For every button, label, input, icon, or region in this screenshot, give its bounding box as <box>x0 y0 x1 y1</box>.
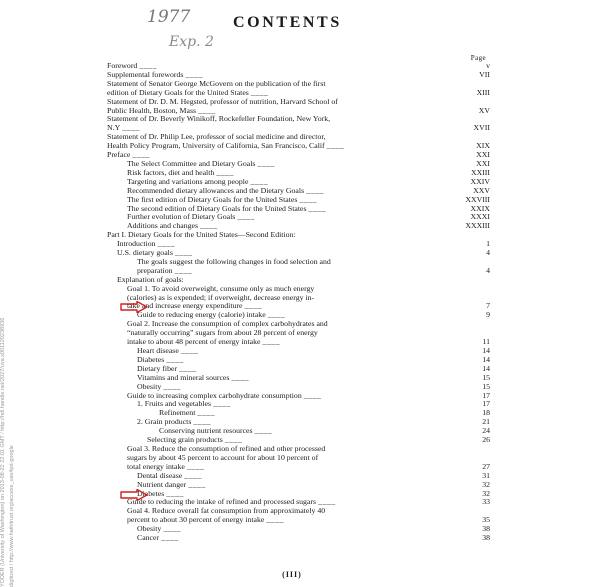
toc-page-number: 27 <box>482 461 490 471</box>
toc-page-number: XXIX <box>470 203 490 213</box>
toc-page-number: XXV <box>473 185 490 195</box>
toc-page-number: 4 <box>486 248 490 258</box>
leader-dots: ____ <box>198 221 218 231</box>
toc-page-number: XXVIII <box>465 194 490 204</box>
toc-entry-line: Goal 1. To avoid overweight, consume only as much energy <box>127 283 315 293</box>
toc-page-number: 14 <box>482 363 490 373</box>
toc-entry-title <box>137 258 472 276</box>
toc-entry <box>107 258 490 276</box>
toc-entry-line: Vitamins and mineral sources <box>137 372 230 382</box>
toc-page-number: 18 <box>482 408 490 418</box>
toc-entry-line: 2. Grain products <box>137 417 192 427</box>
leader-dots: ____ <box>172 248 193 258</box>
leader-dots: ____ <box>161 381 181 391</box>
toc-page-number: 4 <box>486 265 490 275</box>
leader-dots: ____ <box>137 61 157 70</box>
leader-dots: ____ <box>161 524 181 534</box>
toc-entry <box>107 285 490 312</box>
toc-entry-line: Explanation of goals: <box>117 274 184 284</box>
side-stamp-line2: digitized / http://www.hathitrust.org/access_use#pd-google <box>9 445 15 587</box>
toc-entry-title <box>127 445 462 472</box>
handwritten-annotation <box>143 4 235 52</box>
toc-page-number: 21 <box>482 417 490 427</box>
toc-entry-line: intake to about 48 percent of energy intake <box>127 337 261 347</box>
toc-entry-line: Diabetes <box>137 354 165 364</box>
page-number: (III) <box>282 570 302 579</box>
leader-dots: ____ <box>235 212 255 222</box>
handwritten-note: Exp. 2 <box>169 34 214 50</box>
toc-entry-line: Public Health, Boston, Mass <box>107 105 197 115</box>
toc-page-number: 17 <box>482 390 490 400</box>
toc-entry-title <box>107 115 442 133</box>
toc-entry-line: Heart disease <box>137 346 179 355</box>
toc-page-number: 7 <box>486 301 490 311</box>
toc-page-number: XXI <box>476 158 490 168</box>
leader-dots: ____ <box>264 515 284 525</box>
leader-dots: ____ <box>177 363 197 373</box>
toc-entry-line: Guide to reducing the intake of refined and processed sugars <box>127 497 317 507</box>
leader-dots: ____ <box>184 461 205 471</box>
toc-entry-line: Introduction <box>117 239 156 249</box>
toc-entry-line: Cancer <box>137 533 160 543</box>
toc-entry-line: Statement of Dr. Philip Lee, professor of social medicine and director, <box>107 132 326 142</box>
toc-entry-line: Supplemental forewords <box>107 69 184 79</box>
toc-entry-title <box>127 320 462 347</box>
toc-page-number: XV <box>478 105 490 115</box>
toc-entry-title <box>137 525 472 534</box>
toc-entry-title <box>137 374 472 383</box>
leader-dots: ____ <box>297 194 318 204</box>
leader-dots: ____ <box>252 426 273 436</box>
toc-entry-title <box>137 481 472 490</box>
leader-dots: ____ <box>164 488 184 498</box>
toc-entry <box>107 115 490 133</box>
toc-entry-line: Foreword <box>107 61 138 70</box>
toc-entry-line: Statement of Dr. D. M. Hegsted, professor of nutrition, Harvard School of <box>107 96 338 106</box>
leader-dots: ____ <box>159 533 179 543</box>
toc-page-number: XXI <box>476 150 490 160</box>
toc-entry-line: percent to about 30 percent of energy intake <box>127 515 265 525</box>
toc-page-number: 32 <box>482 479 490 489</box>
leader-dots: ____ <box>222 435 243 445</box>
toc-entry-title <box>107 98 442 116</box>
toc-page-number: XVII <box>473 123 490 133</box>
leader-dots: ____ <box>304 185 324 195</box>
toc-page-number: XIX <box>476 141 490 151</box>
toc-page-number: 33 <box>482 497 490 507</box>
toc-page-number: 35 <box>482 515 490 525</box>
toc-entry-line: Selecting grain products <box>147 435 223 445</box>
leader-dots: ____ <box>211 399 231 409</box>
leader-dots: ____ <box>120 123 140 133</box>
toc-page-number: 14 <box>482 354 490 364</box>
toc-page-number: 15 <box>482 381 490 391</box>
toc-entry-line: Recommended dietary allowances and the Dietary Goals <box>127 185 305 195</box>
toc-page-number: XXIII <box>470 167 490 177</box>
leader-dots: ____ <box>196 105 216 115</box>
toc-entry-line: The goals suggest the following changes in food selection and <box>137 256 331 266</box>
toc-entry-line: Part I. Dietary Goals for the United States—Second Edition: <box>107 230 296 240</box>
red-arrow-icon <box>120 489 148 501</box>
toc-entry-line: sugars by about 45 percent to account for about 10 percent of <box>127 452 319 462</box>
toc-entry-line: Guide to reducing energy (calorie) intake <box>137 310 266 320</box>
leader-dots: ____ <box>260 337 281 347</box>
toc-entry-line: Dental disease <box>137 470 183 480</box>
toc-page-number: 38 <box>482 533 490 543</box>
toc-entry-line: Risk factors, diet and health <box>127 167 215 177</box>
leader-dots: ____ <box>183 69 204 79</box>
leader-dots: ____ <box>248 176 269 186</box>
toc-entry <box>107 98 490 116</box>
leader-dots: ____ <box>130 150 151 160</box>
toc-entry-line: (calories) as is expended; if overweight, decrease energy in- <box>127 292 315 302</box>
leader-dots: ____ <box>172 265 193 275</box>
leader-dots: ____ <box>248 87 269 97</box>
leader-dots: ____ <box>178 346 199 355</box>
toc-entry-line: total energy intake <box>127 461 185 471</box>
toc-entry-title <box>137 534 472 543</box>
toc-entry-title <box>127 285 462 312</box>
toc-entry-line: take and increase energy expenditure <box>127 301 243 311</box>
toc-entry <box>107 507 490 525</box>
leader-dots: ____ <box>229 372 250 382</box>
leader-dots: ____ <box>316 497 336 507</box>
toc-entry-line: 1. Fruits and vegetables <box>137 399 212 409</box>
leader-dots: ____ <box>324 141 345 151</box>
toc-entry-line: Obesity <box>137 381 162 391</box>
leader-dots: ____ <box>191 417 212 427</box>
toc-entry-line: The second edition of Dietary Goals for the United States <box>127 203 307 213</box>
toc-entry-line: Goal 2. Increase the consumption of complex carbohydrates and <box>127 319 328 329</box>
toc-entry-line: Preface <box>107 150 131 160</box>
toc-entry-line: preparation <box>137 265 173 275</box>
toc-entry-line: Health Policy Program, University of California, San Francisco, Calif <box>107 141 325 151</box>
toc-page-number: 26 <box>482 435 490 445</box>
leader-dots: ____ <box>195 408 216 418</box>
toc-entry-line: Conserving nutrient resources <box>159 426 253 436</box>
leader-dots: ____ <box>214 167 234 177</box>
toc-entry-line: Goal 3. Reduce the consumption of refined and other processed <box>127 443 326 453</box>
toc-entry-line: “naturally occurring” sugars from about 28 percent of energy <box>127 328 318 338</box>
toc-page-number: XIII <box>476 87 490 97</box>
leader-dots: ____ <box>186 479 206 489</box>
toc-entry-line: Dietary fiber <box>137 363 178 373</box>
toc-entry-line: N.Y <box>107 123 121 133</box>
toc-entry <box>107 445 490 472</box>
toc-page-number: XXXI <box>470 212 490 222</box>
side-stamp-line1: YODER (University of Washington) on 2013-08-22 22:01 GMT / http://hdl.handle.net/2027/uva.x001120238936 <box>0 317 6 587</box>
table-of-contents <box>107 62 490 543</box>
toc-entry-title <box>107 80 442 98</box>
toc-page-number: 15 <box>482 372 490 382</box>
toc-page-number: v <box>486 61 490 70</box>
toc-entry-line: Statement of Dr. Beverly Winikoff, Rockefeller Foundation, New York, <box>107 114 331 124</box>
leader-dots: ____ <box>301 390 322 400</box>
toc-entry-line: Goal 4. Reduce overall fat consumption from approximately 40 <box>127 506 326 516</box>
toc-entry-line: U.S. dietary goals <box>117 248 173 258</box>
leader-dots: ____ <box>242 301 263 311</box>
toc-page-number: 11 <box>482 337 490 347</box>
toc-page-number: 1 <box>486 239 490 249</box>
toc-page-number: 38 <box>482 524 490 534</box>
toc-entry-line: Nutrient danger <box>137 479 187 489</box>
toc-entry-line: Diabetes <box>137 488 165 498</box>
toc-page-number: 17 <box>482 399 490 409</box>
page-title: CONTENTS <box>233 14 342 31</box>
leader-dots: ____ <box>255 158 276 168</box>
toc-entry-line: Statement of Senator George McGovern on the publication of the first <box>107 78 326 88</box>
toc-page-number: 24 <box>482 426 490 436</box>
leader-dots: ____ <box>182 470 202 480</box>
toc-entry-line: edition of Dietary Goals for the United States <box>107 87 249 97</box>
toc-page-number: XXXIII <box>465 221 490 231</box>
toc-entry-line: Guide to increasing complex carbohydrate consumption <box>127 390 302 400</box>
toc-entry-line: Obesity <box>137 524 162 534</box>
leader-dots: ____ <box>306 203 327 213</box>
toc-entry-title <box>137 347 472 356</box>
toc-page-number: 31 <box>482 470 490 480</box>
toc-entry-title <box>127 507 462 525</box>
toc-entry-line: Refinement <box>159 408 196 418</box>
toc-entry-line: Additions and changes <box>127 221 199 231</box>
toc-entry-line: Further evolution of Dietary Goals <box>127 212 236 222</box>
toc-entry-line: Targeting and variations among people <box>127 176 249 186</box>
leader-dots: ____ <box>265 310 286 320</box>
toc-page-number: VII <box>479 69 490 79</box>
toc-page-number: 32 <box>482 488 490 498</box>
toc-entry-title <box>107 133 442 151</box>
toc-entry <box>107 320 490 347</box>
toc-page-number: 14 <box>482 346 490 355</box>
toc-entry <box>107 133 490 151</box>
toc-entry <box>107 534 490 543</box>
leader-dots: ____ <box>155 239 176 249</box>
red-arrow-icon <box>120 301 148 313</box>
handwritten-year: 1977 <box>147 7 191 27</box>
toc-entry-line: The Select Committee and Dietary Goals <box>127 158 256 168</box>
toc-page-number: XXIV <box>470 176 490 186</box>
toc-page-number: 9 <box>486 310 490 320</box>
leader-dots: ____ <box>164 354 184 364</box>
page-column-header: Page <box>470 54 486 62</box>
toc-entry <box>107 80 490 98</box>
toc-entry-line: The first edition of Dietary Goals for the United States <box>127 194 298 204</box>
